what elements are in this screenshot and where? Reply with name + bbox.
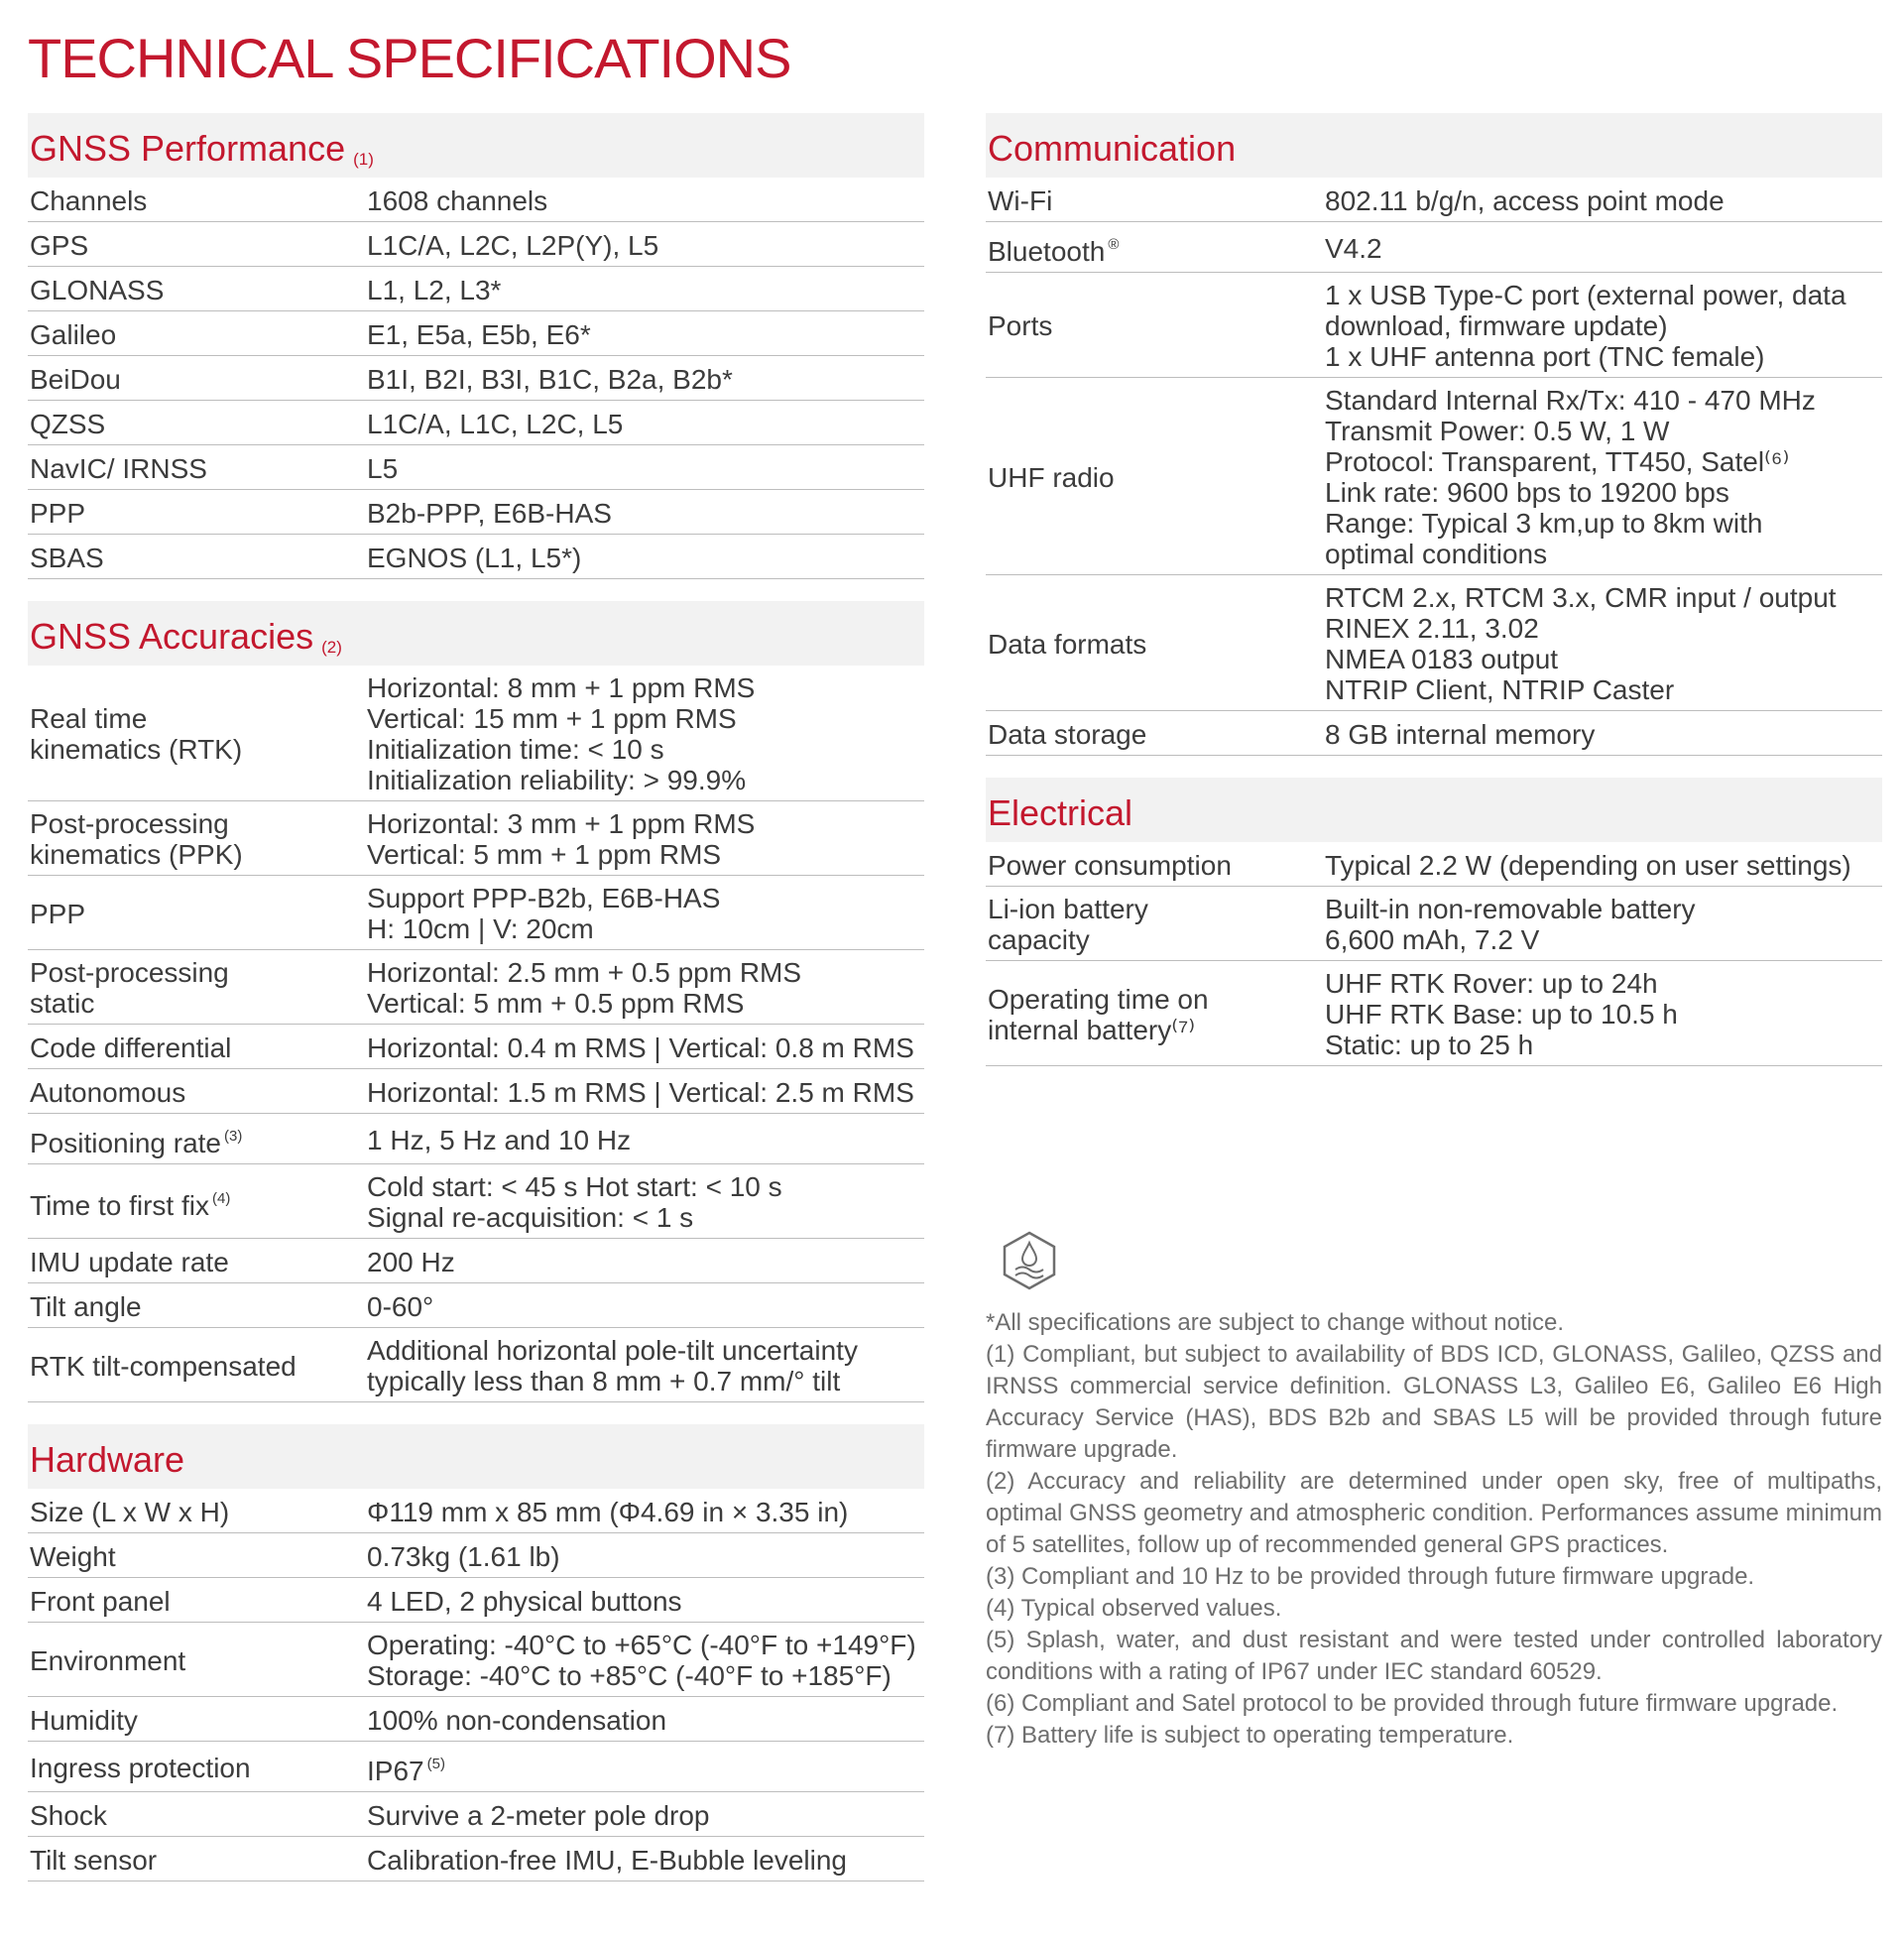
spec-label-text: Data storage	[988, 718, 1147, 750]
spec-label-text: Size (L x W x H)	[30, 1496, 230, 1527]
spec-label	[28, 1351, 367, 1382]
spec-value	[367, 185, 924, 216]
spec-value	[1325, 233, 1882, 264]
spec-row	[986, 178, 1882, 222]
spec-value-text: Cold start: < 45 s Hot start: < 10 s Signal re-acquisition: < 1 s	[367, 1171, 782, 1233]
spec-value	[1325, 280, 1882, 372]
spec-row	[986, 887, 1882, 961]
spec-value-text: EGNOS (L1, L5*)	[367, 542, 582, 573]
spec-label-text: Humidity	[30, 1704, 138, 1736]
spec-row	[28, 801, 924, 876]
spec-section	[986, 778, 1882, 1066]
spec-value	[367, 1291, 924, 1322]
spec-row	[986, 711, 1882, 756]
spec-label-text: Ingress protection	[30, 1752, 251, 1783]
spec-label-text: Ports	[988, 310, 1053, 341]
spec-label	[986, 894, 1325, 955]
spec-row	[28, 1283, 924, 1328]
spec-label-text: Channels	[30, 184, 148, 216]
spec-label	[28, 1121, 367, 1158]
spec-value-text: 1 x USB Type-C port (external power, data download, firmware update) 1 x UHF antenna port (TNC female)	[1325, 280, 1846, 372]
spec-value-text: B1I, B2I, B3I, B1C, B2a, B2b*	[367, 363, 733, 395]
spec-value-text: Horizontal: 0.4 m RMS | Vertical: 0.8 m RMS	[367, 1031, 914, 1063]
spec-label-note: (3)	[224, 1128, 243, 1145]
spec-section	[28, 113, 924, 579]
spec-label-text: Positioning rate	[30, 1128, 222, 1158]
spec-row	[28, 1837, 924, 1881]
spec-label	[28, 1753, 367, 1783]
spec-label-text: Autonomous	[30, 1076, 186, 1108]
spec-label	[986, 984, 1325, 1045]
spec-value-note: (5)	[426, 1756, 445, 1772]
spec-row	[986, 961, 1882, 1066]
spec-value	[367, 1845, 924, 1876]
spec-value-text: Standard Internal Rx/Tx: 410 - 470 MHz Transmit Power: 0.5 W, 1 W Protocol: Transparent, TT450, Satel⁽⁶⁾ Link rate: 9600 bps to 19200 bps Range: Typical 3 km,up to 8km with optimal conditions	[1325, 385, 1816, 569]
spec-row	[986, 273, 1882, 378]
spec-row	[28, 1328, 924, 1402]
section-title: Electrical	[988, 792, 1133, 833]
spec-label	[28, 1705, 367, 1736]
section-note: (2)	[321, 638, 342, 657]
spec-row	[28, 1489, 924, 1533]
spec-value	[367, 230, 924, 261]
spec-value-text: L1C/A, L1C, L2C, L5	[367, 408, 624, 439]
spec-row	[28, 267, 924, 311]
spec-section	[986, 113, 1882, 756]
spec-value-text: 100% non-condensation	[367, 1704, 667, 1736]
spec-value	[367, 1541, 924, 1572]
spec-label-text: IMU update rate	[30, 1246, 229, 1277]
spec-label	[28, 957, 367, 1019]
spec-row	[28, 1069, 924, 1114]
spec-value	[1325, 850, 1882, 881]
spec-value	[367, 319, 924, 350]
spec-label-text: Weight	[30, 1540, 116, 1572]
spec-value-text: 802.11 b/g/n, access point mode	[1325, 184, 1725, 216]
footnote: (2) Accuracy and reliability are determined under open sky, free of multipaths, optimal GNSS geometry and atmospheric condition. Performances assume minimum of 5 satellites, follow up of recommended general GPS practices.	[986, 1468, 1882, 1558]
spec-row	[28, 1742, 924, 1792]
spec-value-text: B2b-PPP, E6B-HAS	[367, 497, 612, 529]
section-title: Communication	[988, 128, 1237, 169]
spec-value-text: Calibration-free IMU, E-Bubble leveling	[367, 1844, 847, 1876]
spec-row	[986, 222, 1882, 273]
spec-value-text: 8 GB internal memory	[1325, 718, 1596, 750]
spec-value	[1325, 385, 1882, 569]
spec-label-text: Shock	[30, 1799, 107, 1831]
spec-value	[1325, 968, 1882, 1060]
spec-label	[28, 230, 367, 261]
spec-value	[367, 364, 924, 395]
spec-row	[28, 222, 924, 267]
spec-value-text: 1 Hz, 5 Hz and 10 Hz	[367, 1124, 632, 1155]
spec-value-text: L1, L2, L3*	[367, 274, 502, 305]
section-title: GNSS Accuracies	[30, 616, 314, 657]
spec-value-text: UHF RTK Rover: up to 24h UHF RTK Base: up to 10.5 h Static: up to 25 h	[1325, 968, 1678, 1060]
section-title: Hardware	[30, 1439, 185, 1480]
spec-label	[986, 310, 1325, 341]
spec-label-text: PPP	[30, 898, 86, 929]
footnote: (1) Compliant, but subject to availability of BDS ICD, GLONASS, Galileo, QZSS and IRNSS commercial service definition. GLONASS L3, Galileo E6, Galileo E6 High Accuracy Service (HAS), BDS B2b and SBAS L5 will be provided through future firmware upgrade.	[986, 1341, 1882, 1463]
spec-value	[367, 543, 924, 573]
spec-value-text: Horizontal: 8 mm + 1 ppm RMS Vertical: 15 mm + 1 ppm RMS Initialization time: < 10 s Initialization reliability: > 99.9%	[367, 672, 756, 795]
spec-value	[367, 1800, 924, 1831]
right-column	[986, 113, 1882, 1088]
spec-value	[367, 1032, 924, 1063]
spec-row	[28, 1164, 924, 1239]
spec-label	[28, 1541, 367, 1572]
section-header	[28, 113, 924, 178]
spec-row	[28, 401, 924, 445]
spec-label	[28, 1800, 367, 1831]
spec-label	[28, 1077, 367, 1108]
spec-value	[367, 453, 924, 484]
footnote: (7) Battery life is subject to operating temperature.	[986, 1722, 1514, 1749]
spec-value-text: Operating: -40°C to +65°C (-40°F to +149°F) Storage: -40°C to +85°C (-40°F to +185°F)	[367, 1630, 916, 1691]
spec-value	[367, 1586, 924, 1617]
spec-label-text: Environment	[30, 1644, 186, 1676]
spec-value-text: L1C/A, L2C, L2P(Y), L5	[367, 229, 659, 261]
spec-value	[367, 1125, 924, 1155]
spec-row	[28, 490, 924, 535]
spec-label	[28, 453, 367, 484]
water-drop-shield-icon	[999, 1230, 1060, 1291]
spec-label-text: SBAS	[30, 542, 104, 573]
spec-label	[28, 185, 367, 216]
spec-value-text: L5	[367, 452, 399, 484]
spec-label	[28, 1247, 367, 1277]
spec-value	[367, 1630, 924, 1691]
spec-value	[367, 1247, 924, 1277]
footnote: (3) Compliant and 10 Hz to be provided through future firmware upgrade.	[986, 1563, 1755, 1590]
spec-label-text: Code differential	[30, 1031, 232, 1063]
spec-row	[986, 575, 1882, 711]
spec-label-text: Power consumption	[988, 849, 1232, 881]
spec-label-text: Operating time on internal battery⁽⁷⁾	[988, 983, 1209, 1045]
spec-label-text: Wi-Fi	[988, 184, 1053, 216]
spec-label	[28, 543, 367, 573]
spec-label-text: NavIC/ IRNSS	[30, 452, 207, 484]
spec-value-text: 0.73kg (1.61 lb)	[367, 1540, 560, 1572]
spec-row	[28, 1792, 924, 1837]
spec-label-text: BeiDou	[30, 363, 121, 395]
section-note: (1)	[353, 150, 374, 169]
section-header	[28, 601, 924, 666]
spec-value-text: Support PPP-B2b, E6B-HAS H: 10cm | V: 20cm	[367, 883, 721, 944]
spec-label	[28, 1032, 367, 1063]
spec-label-text: Front panel	[30, 1585, 171, 1617]
spec-section	[28, 1424, 924, 1881]
section-header	[986, 113, 1882, 178]
spec-row	[28, 1578, 924, 1623]
spec-section	[28, 601, 924, 1402]
spec-row	[986, 842, 1882, 887]
spec-value-text: Horizontal: 3 mm + 1 ppm RMS Vertical: 5 mm + 1 ppm RMS	[367, 808, 756, 870]
section-header	[986, 778, 1882, 842]
spec-value	[367, 957, 924, 1019]
spec-row	[28, 1623, 924, 1697]
spec-value	[367, 275, 924, 305]
spec-label	[28, 1291, 367, 1322]
spec-label	[28, 1645, 367, 1676]
spec-label-text: Post-processing kinematics (PPK)	[30, 808, 243, 870]
spec-label-text: Data formats	[988, 628, 1147, 660]
spec-value-text: 4 LED, 2 physical buttons	[367, 1585, 682, 1617]
spec-label-text: Post-processing static	[30, 957, 229, 1019]
spec-label	[986, 462, 1325, 493]
spec-value	[1325, 582, 1882, 705]
spec-value-text: Typical 2.2 W (depending on user settings)	[1325, 849, 1851, 881]
spec-label-text: UHF radio	[988, 461, 1115, 493]
spec-value	[367, 672, 924, 795]
spec-label	[28, 899, 367, 929]
footnotes	[986, 1307, 1882, 1752]
spec-label	[28, 703, 367, 765]
spec-value-text: 200 Hz	[367, 1246, 455, 1277]
spec-label	[28, 1845, 367, 1876]
spec-value	[367, 1077, 924, 1108]
spec-value-text: RTCM 2.x, RTCM 3.x, CMR input / output RINEX 2.11, 3.02 NMEA 0183 output NTRIP Client, NTRIP Caster	[1325, 582, 1837, 705]
spec-row	[28, 876, 924, 950]
spec-value-text: Survive a 2-meter pole drop	[367, 1799, 710, 1831]
spec-value-text: Horizontal: 1.5 m RMS | Vertical: 2.5 m RMS	[367, 1076, 914, 1108]
spec-value	[367, 1335, 924, 1396]
spec-value-text: Additional horizontal pole-tilt uncertainty typically less than 8 mm + 0.7 mm/° tilt	[367, 1335, 858, 1396]
spec-value-text: 1608 channels	[367, 184, 548, 216]
spec-row	[28, 666, 924, 801]
spec-label-text: Real time kinematics (RTK)	[30, 703, 243, 765]
footnote: (6) Compliant and Satel protocol to be provided through future firmware upgrade.	[986, 1690, 1839, 1717]
spec-label	[28, 1497, 367, 1527]
spec-value	[367, 1705, 924, 1736]
spec-row	[28, 356, 924, 401]
spec-value-text: Φ119 mm x 85 mm (Φ4.69 in × 3.35 in)	[367, 1496, 849, 1527]
spec-row	[986, 378, 1882, 575]
spec-value	[367, 1171, 924, 1233]
spec-label	[28, 808, 367, 870]
footnote: (4) Typical observed values.	[986, 1595, 1282, 1622]
spec-value-text: 0-60°	[367, 1290, 434, 1322]
spec-label	[28, 409, 367, 439]
spec-value	[367, 1749, 924, 1786]
spec-label	[28, 319, 367, 350]
spec-label-text: RTK tilt-compensated	[30, 1350, 297, 1382]
spec-value-text: E1, E5a, E5b, E6*	[367, 318, 591, 350]
spec-value	[367, 409, 924, 439]
page-title: TECHNICAL SPECIFICATIONS	[28, 27, 791, 89]
spec-label-text: Bluetooth	[988, 236, 1106, 267]
spec-label-text: Time to first fix	[30, 1190, 209, 1221]
spec-row	[28, 1025, 924, 1069]
spec-value	[367, 883, 924, 944]
spec-label	[986, 719, 1325, 750]
footnote: (5) Splash, water, and dust resistant and were tested under controlled laboratory conditions with a rating of IP67 under IEC standard 60529.	[986, 1627, 1882, 1685]
spec-row	[28, 178, 924, 222]
spec-label-text: QZSS	[30, 408, 106, 439]
spec-label	[28, 1586, 367, 1617]
spec-row	[28, 1533, 924, 1578]
spec-value	[367, 1497, 924, 1527]
spec-label	[28, 1183, 367, 1221]
spec-label	[28, 364, 367, 395]
spec-label-text: GLONASS	[30, 274, 165, 305]
spec-label-note: (4)	[211, 1190, 231, 1207]
spec-row	[28, 535, 924, 579]
spec-label	[986, 629, 1325, 660]
spec-row	[28, 1697, 924, 1742]
spec-label-text: Galileo	[30, 318, 117, 350]
spec-label	[986, 850, 1325, 881]
spec-label-note: ®	[1108, 236, 1120, 253]
spec-value-text: Built-in non-removable battery 6,600 mAh, 7.2 V	[1325, 894, 1696, 955]
spec-value	[367, 808, 924, 870]
spec-row	[28, 311, 924, 356]
spec-label	[986, 185, 1325, 216]
spec-value	[1325, 185, 1882, 216]
spec-value-text: Horizontal: 2.5 mm + 0.5 ppm RMS Vertical: 5 mm + 0.5 ppm RMS	[367, 957, 802, 1019]
spec-value-text: IP67	[367, 1756, 424, 1786]
spec-label	[986, 229, 1325, 267]
spec-label-text: Tilt angle	[30, 1290, 142, 1322]
spec-label-text: Li-ion battery capacity	[988, 894, 1148, 955]
spec-label-text: GPS	[30, 229, 89, 261]
spec-row	[28, 1239, 924, 1283]
spec-row	[28, 1114, 924, 1164]
spec-value	[1325, 719, 1882, 750]
footnote: *All specifications are subject to change without notice.	[986, 1309, 1564, 1336]
section-title: GNSS Performance	[30, 128, 346, 169]
left-column	[28, 113, 924, 1903]
spec-value	[367, 498, 924, 529]
spec-value-text: V4.2	[1325, 232, 1382, 264]
spec-row	[28, 950, 924, 1025]
spec-label	[28, 498, 367, 529]
spec-label-text: Tilt sensor	[30, 1844, 158, 1876]
spec-row	[28, 445, 924, 490]
spec-label	[28, 275, 367, 305]
section-header	[28, 1424, 924, 1489]
spec-label-text: PPP	[30, 497, 86, 529]
spec-value	[1325, 894, 1882, 955]
